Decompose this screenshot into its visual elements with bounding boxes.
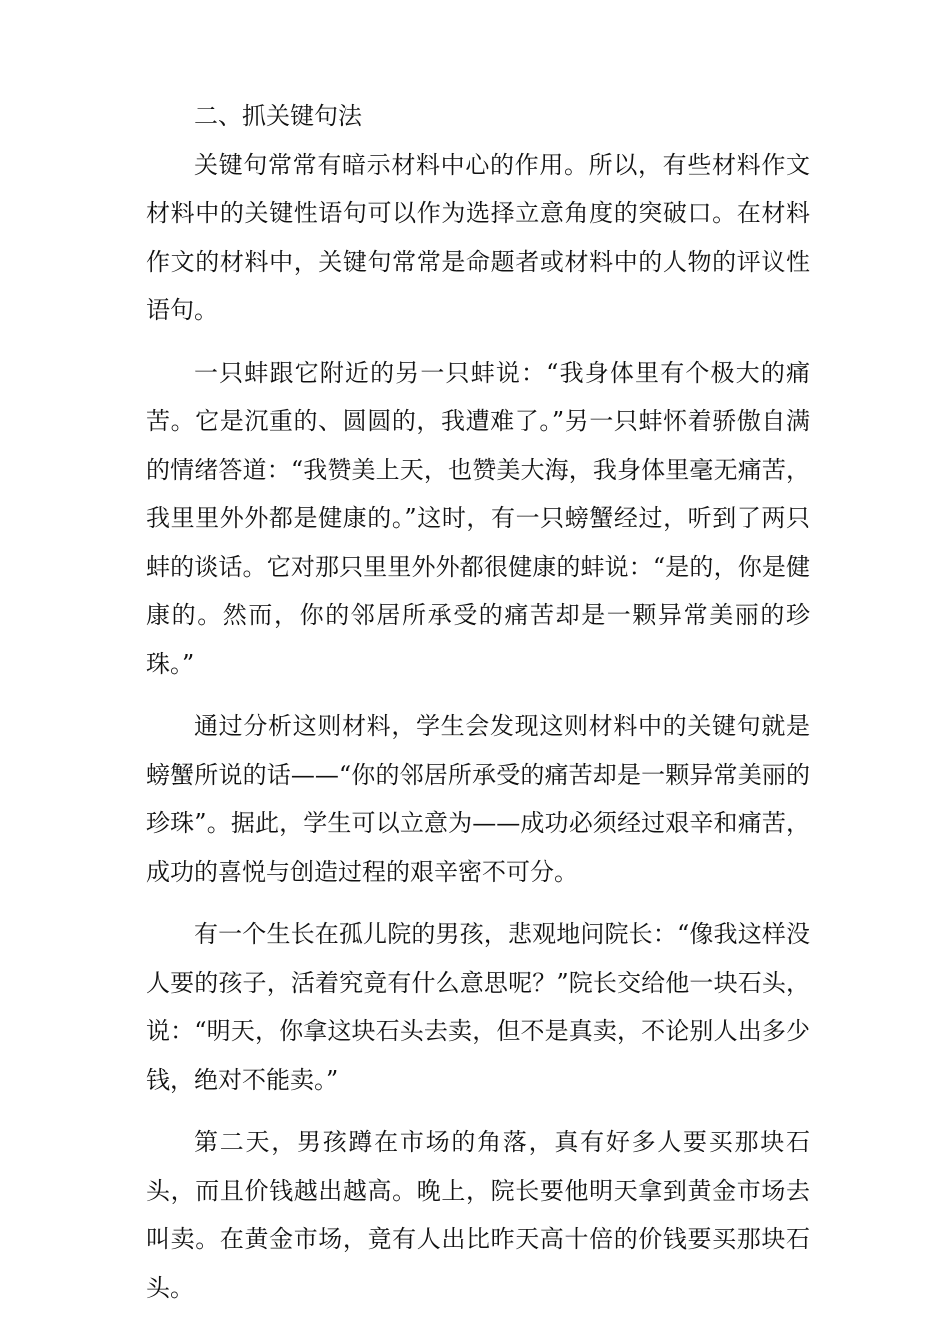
paragraph-orphan-story: 有一个生长在孤儿院的男孩，悲观地问院长：“像我这样没人要的孩子，活着究竟有什么意思呢？”院长交给他一块石头，说：“明天，你拿这块石头去卖，但不是真卖，不论别人出多少钱，绝对不能卖。” [146,920,810,1094]
paragraph-clam-story: 一只蚌跟它附近的另一只蚌说：“我身体里有个极大的痛苦。它是沉重的、圆圆的，我遭难了。”另一只蚌怀着骄傲自满的情绪答道：“我赞美上天，也赞美大海，我身体里毫无痛苦，我里里外外都是健康的。”这时，有一只螃蟹经过，听到了两只蚌的谈话。它对那只里里外外都很健康的蚌说：“是的，你是健康的。然而，你的邻居所承受的痛苦却是一颗异常美丽的珍珠。” [146,358,810,678]
paragraph-analysis: 通过分析这则材料，学生会发现这则材料中的关键句就是螃蟹所说的话——“你的邻居所承受的痛苦却是一颗异常美丽的珍珠”。据此，学生可以立意为——成功必须经过艰辛和痛苦，成功的喜悦与创造过程的艰辛密不可分。 [146,712,810,886]
section-heading: 二、抓关键句法 [194,102,362,130]
paragraph-intro: 关键句常常有暗示材料中心的作用。所以，有些材料作文材料中的关键性语句可以作为选择立意角度的突破口。在材料作文的材料中，关键句常常是命题者或材料中的人物的评议性语句。 [146,150,810,324]
document-body [146,92,810,1326]
paragraph-market-story: 第二天，男孩蹲在市场的角落，真有好多人要买那块石头，而且价钱越出越高。晚上，院长要他明天拿到黄金市场去叫卖。在黄金市场，竟有人出比昨天高十倍的价钱要买那块石头。 [146,1128,810,1302]
